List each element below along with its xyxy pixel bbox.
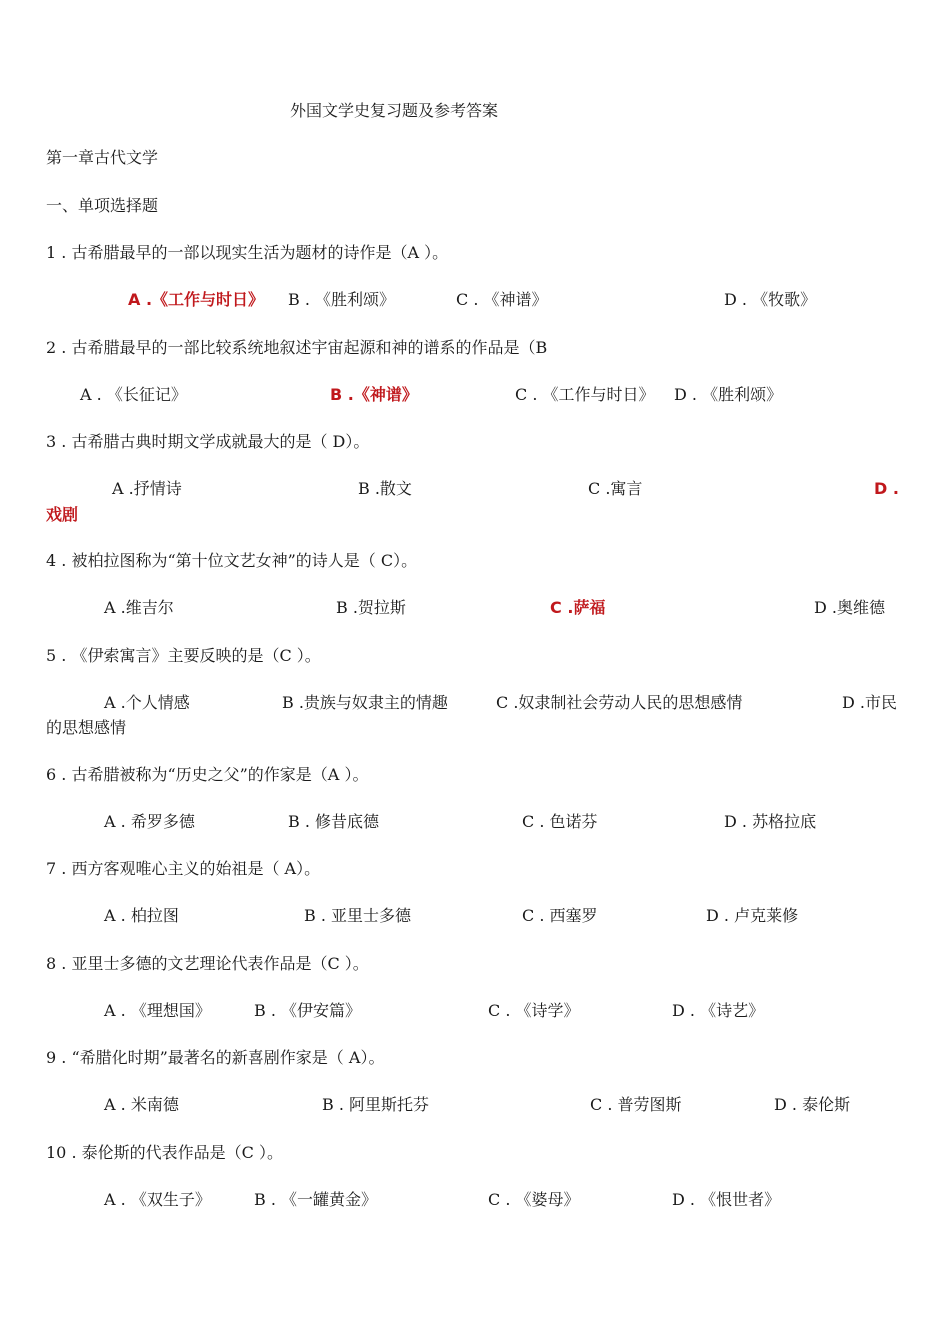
question-4-option-c-correct: C .萨福: [550, 598, 606, 617]
question-8-option-a: A . 《理想国》: [104, 1001, 211, 1020]
question-2-option-a: A . 《长征记》: [80, 385, 187, 404]
question-10-option-a: A . 《双生子》: [104, 1190, 211, 1209]
question-6-option-d: D . 苏格拉底: [724, 812, 817, 831]
question-6-option-c: C . 色诺芬: [522, 812, 598, 831]
question-3-option-c: C .寓言: [588, 479, 643, 498]
question-3-option-a: A .抒情诗: [112, 479, 182, 498]
question-1-option-b: B . 《胜利颂》: [288, 290, 396, 309]
question-5-option-c: C .奴隶制社会劳动人民的思想感情: [496, 693, 743, 712]
question-9-option-a: A . 米南德: [104, 1095, 179, 1114]
question-5: 5 . 《伊索寓言》主要反映的是（C ）。: [46, 646, 321, 665]
question-3: 3 . 古希腊古典时期文学成就最大的是（ D）。: [46, 432, 370, 451]
question-10: 10 . 泰伦斯的代表作品是（C ）。: [46, 1143, 283, 1162]
question-7: 7 . 西方客观唯心主义的始祖是（ A）。: [46, 859, 321, 878]
question-3-option-d-correct: D .: [874, 479, 899, 498]
question-2-option-d: D . 《胜利颂》: [674, 385, 783, 404]
question-3-option-b: B .散文: [358, 479, 412, 498]
question-6-option-a: A . 希罗多德: [104, 812, 195, 831]
question-10-option-d: D . 《恨世者》: [672, 1190, 781, 1209]
question-5-option-d-wrap: 的思想感情: [46, 718, 127, 737]
question-7-option-c: C . 西塞罗: [522, 906, 598, 925]
question-1-option-a-correct: A .《工作与时日》: [128, 290, 265, 309]
document-title: 外国文学史复习题及参考答案: [290, 101, 499, 120]
question-7-option-a: A . 柏拉图: [104, 906, 179, 925]
question-1: 1 . 古希腊最早的一部以现实生活为题材的诗作是（A ）。: [46, 243, 449, 262]
question-7-option-b: B . 亚里士多德: [304, 906, 412, 925]
question-7-option-d: D . 卢克莱修: [706, 906, 799, 925]
question-2-option-c: C . 《工作与时日》: [515, 385, 655, 404]
question-5-option-a: A .个人情感: [104, 693, 190, 712]
chapter-heading: 第一章古代文学: [46, 148, 159, 167]
question-9-option-d: D . 泰伦斯: [774, 1095, 851, 1114]
question-9-option-b: B . 阿里斯托芬: [322, 1095, 430, 1114]
question-2-option-b-correct: B .《神谱》: [330, 385, 418, 404]
question-4-option-a: A .维吉尔: [104, 598, 174, 617]
question-5-option-b: B .贵族与奴隶主的情趣: [282, 693, 448, 712]
question-9: 9 . “希腊化时期”最著名的新喜剧作家是（ A）。: [46, 1048, 385, 1067]
question-2: 2 . 古希腊最早的一部比较系统地叙述宇宙起源和神的谱系的作品是（B: [46, 338, 548, 357]
question-10-option-c: C . 《婆母》: [488, 1190, 580, 1209]
question-8-option-b: B . 《伊安篇》: [254, 1001, 362, 1020]
question-1-option-c: C . 《神谱》: [456, 290, 548, 309]
question-9-option-c: C . 普劳图斯: [590, 1095, 682, 1114]
question-5-option-d: D .市民: [842, 693, 898, 712]
question-1-option-d: D . 《牧歌》: [724, 290, 817, 309]
question-6: 6 . 古希腊被称为“历史之父”的作家是（A ）。: [46, 765, 369, 784]
question-4-option-b: B .贺拉斯: [336, 598, 406, 617]
question-3-option-d-wrap: 戏剧: [46, 505, 79, 524]
question-10-option-b: B . 《一罐黄金》: [254, 1190, 378, 1209]
question-8-option-c: C . 《诗学》: [488, 1001, 580, 1020]
question-4-option-d: D .奥维德: [814, 598, 886, 617]
section-heading: 一、单项选择题: [46, 196, 159, 215]
question-8: 8 . 亚里士多德的文艺理论代表作品是（C ）。: [46, 954, 369, 973]
question-4: 4 . 被柏拉图称为“第十位文艺女神”的诗人是（ C）。: [46, 551, 418, 570]
question-6-option-b: B . 修昔底德: [288, 812, 380, 831]
question-8-option-d: D . 《诗艺》: [672, 1001, 765, 1020]
